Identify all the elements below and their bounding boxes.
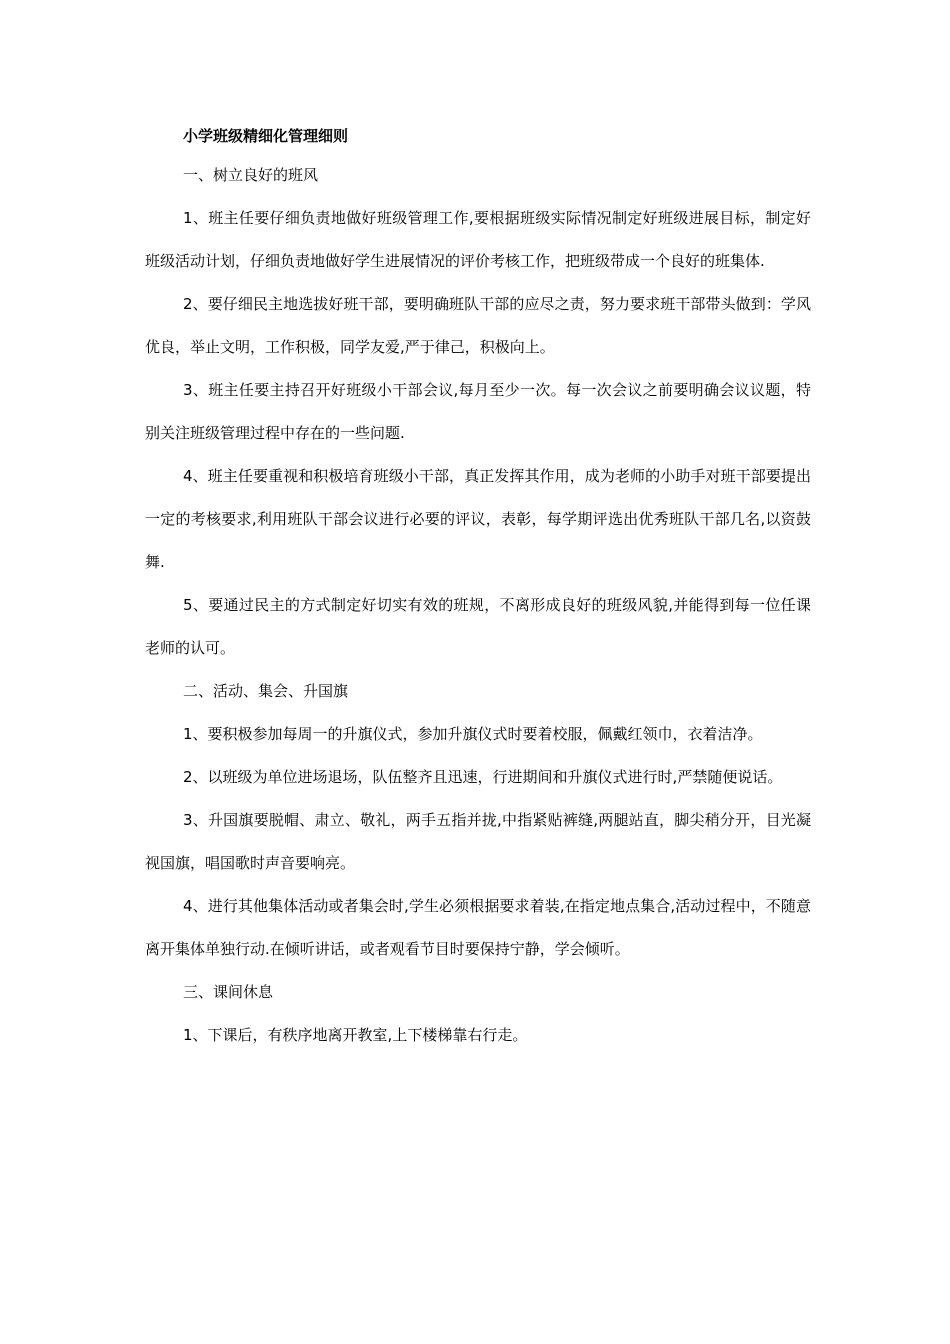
document-title: 小学班级精细化管理细则 — [183, 127, 349, 145]
paragraph: 3、升国旗要脱帽、肃立、敬礼，两手五指并拢,中指紧贴裤缝,两腿站直，脚尖稍分开，目光凝视国旗，唱国歌时声音要响亮。 — [145, 811, 811, 872]
document-body — [145, 118, 811, 1057]
paragraph: 1、要积极参加每周一的升旗仪式，参加升旗仪式时要着校服，佩戴红领巾，衣着洁净。 — [183, 725, 763, 743]
section-heading: 二、活动、集会、升国旗 — [183, 682, 349, 700]
section-heading: 三、课间休息 — [183, 983, 274, 1001]
paragraph: 4、进行其他集体活动或者集会时,学生必须根据要求着装,在指定地点集合,活动过程中，不随意离开集体单独行动.在倾听讲话，或者观看节目时要保持宁静，学会倾听。 — [145, 897, 811, 958]
section-heading: 一、树立良好的班风 — [183, 166, 319, 184]
paragraph: 1、下课后，有秩序地离开教室,上下楼梯靠右行走。 — [183, 1026, 528, 1044]
paragraph: 4、班主任要重视和积极培育班级小干部，真正发挥其作用，成为老师的小助手对班干部要提出一定的考核要求,利用班队干部会议进行必要的评议，表彰，每学期评选出优秀班队干部几名,以资鼓舞. — [145, 467, 811, 571]
paragraph: 2、要仔细民主地选拔好班干部，要明确班队干部的应尽之责，努力要求班干部带头做到：学风优良，举止文明，工作积极，同学友爱,严于律己，积极向上。 — [145, 295, 811, 356]
paragraph: 3、班主任要主持召开好班级小干部会议,每月至少一次。每一次会议之前要明确会议议题，特别关注班级管理过程中存在的一些问题. — [145, 381, 811, 442]
paragraph: 1、班主任要仔细负责地做好班级管理工作,要根据班级实际情况制定好班级进展目标，制定好班级活动计划，仔细负责地做好学生进展情况的评价考核工作，把班级带成一个良好的班集体. — [145, 209, 811, 270]
paragraph: 5、要通过民主的方式制定好切实有效的班规，不离形成良好的班级风貌,并能得到每一位任课老师的认可。 — [145, 596, 811, 657]
paragraph: 2、以班级为单位进场退场，队伍整齐且迅速，行进期间和升旗仪式进行时,严禁随便说话。 — [183, 768, 783, 786]
